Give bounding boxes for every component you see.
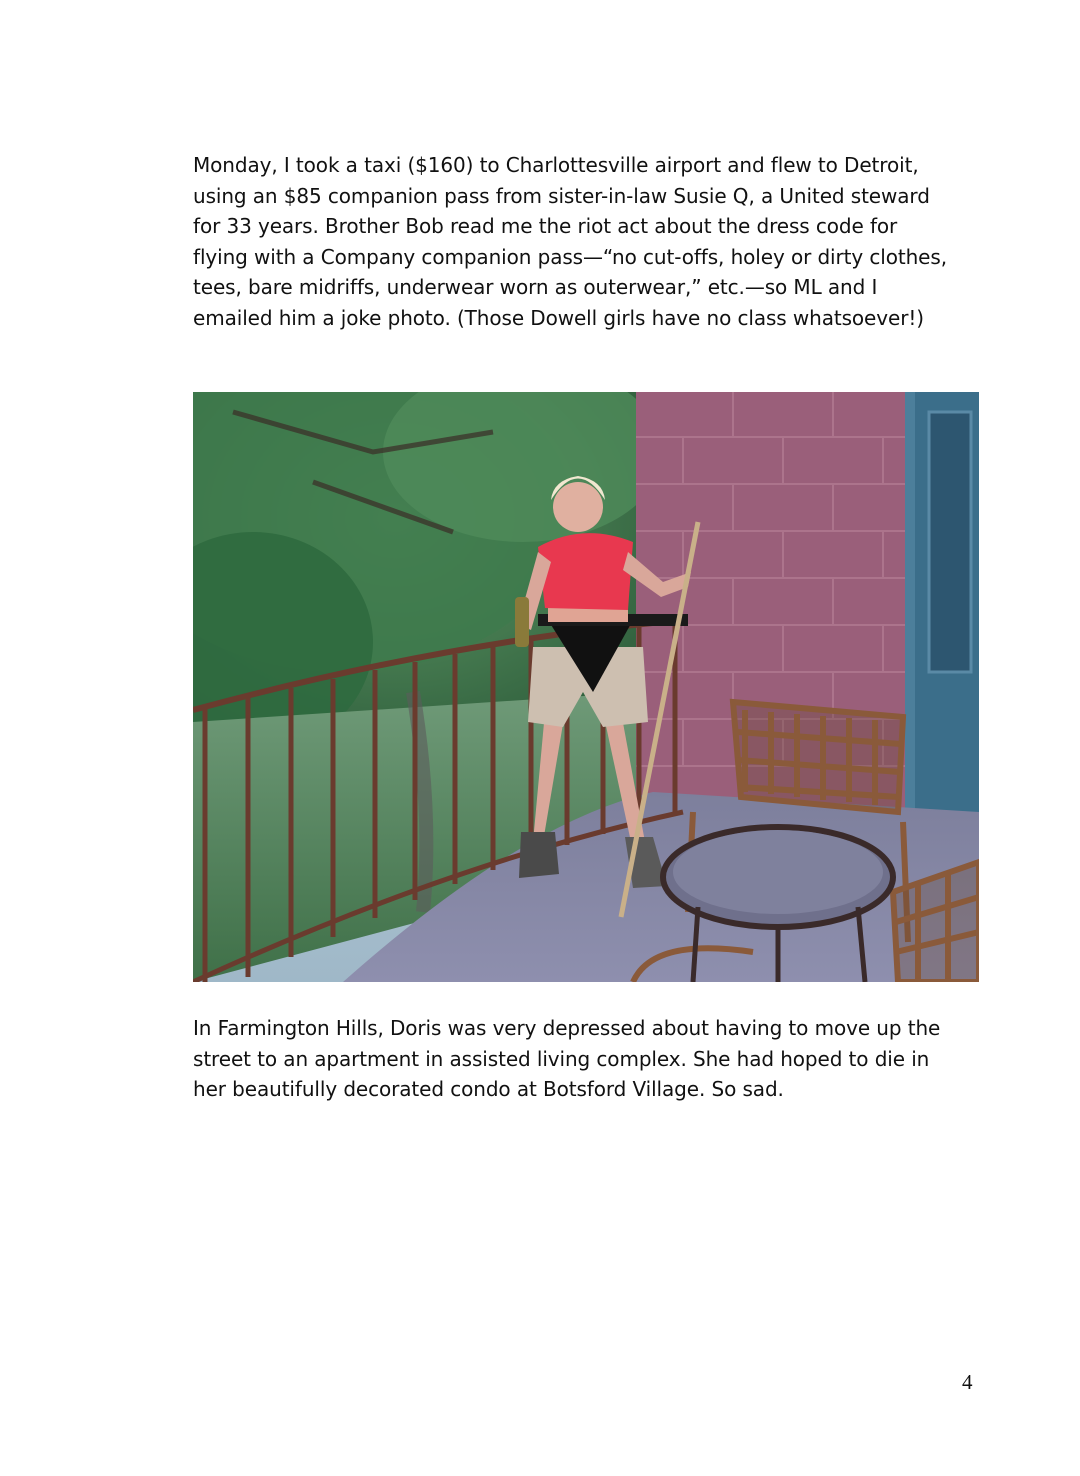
text-line: flying with a Company companion pass—“no cut-offs, holey or dirty clothes, xyxy=(193,244,947,269)
paragraph-intro xyxy=(193,150,993,333)
text-line: Monday, I took a taxi ($160) to Charlottesville airport and flew to Detroit, xyxy=(193,153,919,177)
balcony-photo-illustration xyxy=(193,392,979,982)
text-line: for 33 years. Brother Bob read me the riot act about the dress code for xyxy=(193,214,898,238)
text-line: In Farmington Hills, Doris was very depressed about having to move up the xyxy=(193,1016,941,1040)
text-line: her beautifully decorated condo at Botsford Village. So sad. xyxy=(193,1077,784,1101)
text-line: street to an apartment in assisted living complex. She had hoped to die in xyxy=(193,1046,930,1071)
text-line: tees, bare midriffs, underwear worn as outerwear,” etc.—so ML and I xyxy=(193,275,878,299)
paragraph-doris xyxy=(193,1013,993,1105)
text-line: using an $85 companion pass from sister-in-law Susie Q, a United steward xyxy=(193,183,930,208)
balcony-photo xyxy=(193,392,979,982)
text-line: emailed him a joke photo. (Those Dowell girls have no class whatsoever!) xyxy=(193,305,924,330)
page-number: 4 xyxy=(962,1370,973,1394)
